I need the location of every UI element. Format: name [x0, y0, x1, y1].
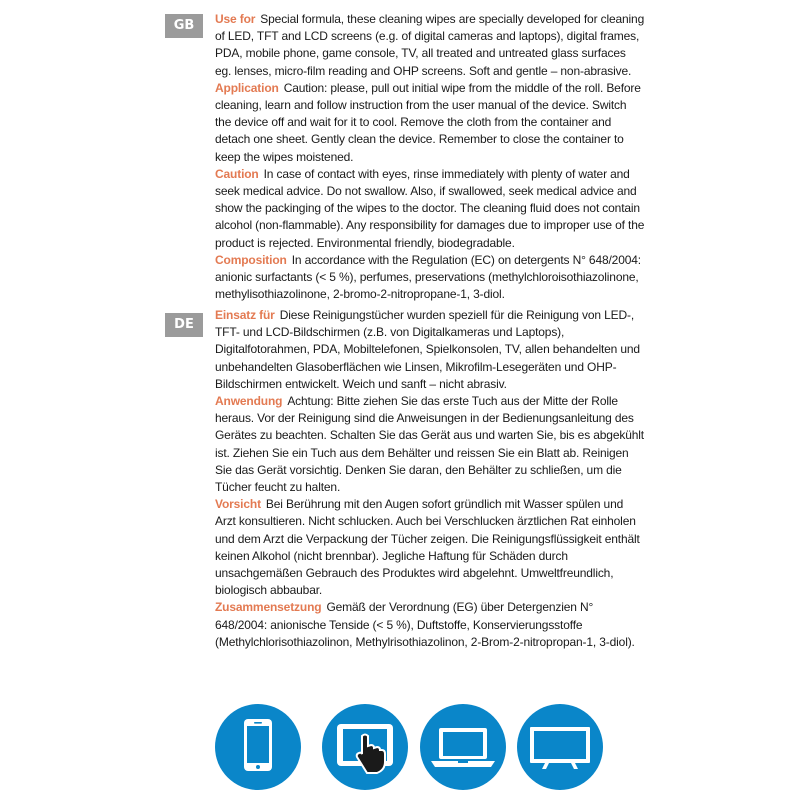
de-zusammensetzung: [215, 599, 645, 651]
de-vorsicht-text: Bei Berührung mit den Augen sofort gründlich mit Wasser spülen und Arzt konsultieren. Nicht schlucken. Auch bei Verschlucken ärztlichen Rat einholen und dem Arzt die Verpackung der Tücher zeigen. Die Reinigungsflüssigkeit enthält keinen Alkohol (nicht brennbar). Jegliche Haftung für Schäden durch unsachgemäßen Gebrauch des Produktes wird abgelehnt. Umweltfreundlich, biologisch abbaubar.: [215, 497, 640, 598]
de-vorsicht-heading: Vorsicht: [215, 497, 261, 512]
gb-use-for-heading: Use for: [215, 12, 256, 26]
gb-caution: [215, 166, 645, 252]
gb-caution-text: In case of contact with eyes, rinse immediately with plenty of water and seek medical advice. Do not swallow. Also, if swallowed, seek medical advice and show the packinging of the wipes to the doctor. The cleaning fluid does not contain alcohol (non-flammable). Any responsibility for damages due to improper use of the product is rejected. Environmental friendly, biodegradable.: [215, 166, 645, 250]
de-einsatz: [215, 307, 645, 393]
device-icons-row: [0, 704, 800, 794]
de-einsatz-text: Diese Reinigungstücher wurden speziell für die Reinigung von LED-, TFT- und LCD-Bildschirmen (z.B. von Digitalkameras und Laptops), Digitalfotorahmen, PDA, Mobiltelefonen, Spielkonsolen, TV, allen behandelten und unbehandelten Glasoberflächen wie Linsen, Mikrofilm-Lesegeräten und OHP-Bildschirmen entwickelt. Weich und sanft – nicht abrasiv.: [215, 308, 640, 391]
gb-application: [215, 80, 645, 166]
gb-caution-heading: Caution: [215, 166, 259, 181]
de-zusammensetzung-text: Gemäß der Verordnung (EG) über Detergenzien N° 648/2004: anionische Tenside (< 5 %), Duftstoffe, Konservierungsstoffe (Methylchlorisothiazolinon, Methylrisothiazolinon, 2-Brom-2-nitropropan-1, 3-diol).: [215, 600, 635, 649]
de-zusammensetzung-heading: Zusammensetzung: [215, 600, 322, 615]
gb-composition-heading: Composition: [215, 252, 287, 267]
de-language-badge: DE: [165, 313, 203, 337]
laptop-icon: [420, 704, 506, 790]
de-text: [215, 307, 645, 651]
gb-composition: [215, 252, 645, 304]
gb-application-text: Caution: please, pull out initial wipe from the middle of the roll. Before cleaning, learn and follow instruction from the user manual of the device. Switch the device off and wait for it to cool. Remove the cloth from the container and detach one sheet. Gently clean the device. Remember to close the container to keep the wipes moistened.: [215, 80, 641, 164]
gb-text: [215, 11, 645, 303]
gb-language-badge: GB: [165, 14, 203, 38]
gb-use-for: [215, 11, 645, 80]
tv-icon: [517, 704, 603, 790]
gb-application-heading: Application: [215, 80, 279, 95]
de-anwendung-heading: Anwendung: [215, 394, 283, 409]
gb-use-for-text: Special formula, these cleaning wipes are specially developed for cleaning of LED, TFT and LCD screens (e.g. of digital cameras and laptops), digital frames, PDA, mobile phone, game console, TV, all treated and untreated glass surfaces eg. lenses, micro-film reading and OHP screens. Soft and gentle – non-abrasive.: [215, 12, 645, 78]
smartphone-icon: [215, 704, 301, 790]
de-vorsicht: [215, 496, 645, 599]
tablet-touch-icon: [322, 704, 408, 790]
de-einsatz-heading: Einsatz für: [215, 308, 275, 322]
de-anwendung-text: Achtung: Bitte ziehen Sie das erste Tuch aus der Mitte der Rolle heraus. Vor der Reinigung sind die Anweisungen in der Bedienungsanleitung des Gerätes zu beachten. Schalten Sie das Gerät aus und warten Sie, bis es abgekühlt ist. Ziehen Sie ein Tuch aus dem Behälter und reissen Sie ein Blatt ab. Reinigen Sie das Gerät vorsichtig. Denken Sie daran, den Behälter zu schließen, um die Tücher feucht zu halten.: [215, 394, 644, 495]
de-anwendung: [215, 393, 645, 496]
gb-composition-text: In accordance with the Regulation (EC) on detergents N° 648/2004: anionic surfactants (< 5 %), perfumes, preservations (methylchloroisothiazolinone, methylisothiazolinone, 2-bromo-2-nitropropane-1, 3-diol.: [215, 252, 641, 302]
